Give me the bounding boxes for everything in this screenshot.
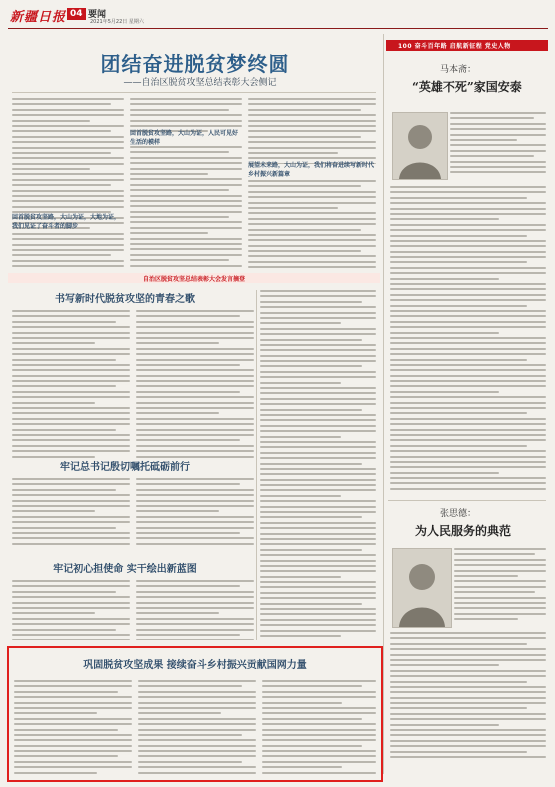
- article-3-col2: [136, 580, 254, 640]
- profile-2-intro: [454, 548, 546, 628]
- article-4-col3: [262, 680, 376, 776]
- column-divider: [256, 290, 257, 640]
- masthead: [8, 6, 548, 29]
- profile-1-portrait: [392, 112, 448, 180]
- lead-body-col1: [12, 98, 124, 268]
- article-2-col1: [12, 478, 130, 548]
- profile-2-name: 张思德：: [440, 509, 477, 519]
- lead-subhead-2: 回首脱贫攻坚路，大山为证，人民可见好生活的模样: [130, 130, 239, 146]
- section-name: 要闻: [88, 10, 107, 20]
- lead-headline[interactable]: 团结奋进脱贫梦终圆: [100, 52, 290, 76]
- article-3-col1: [12, 580, 130, 640]
- issue-date: 2021年5月22日 星期六: [90, 19, 144, 25]
- article-2-title[interactable]: 牢记总书记殷切嘱托砥砺前行: [60, 462, 190, 473]
- portrait-silhouette-icon: [393, 113, 447, 179]
- article-1-col2: [136, 310, 254, 460]
- profile-1-intro: [450, 112, 546, 182]
- article-4-title[interactable]: 巩固脱贫攻坚成果 接续奋斗乡村振兴贡献国网力量: [83, 660, 307, 671]
- article-1-title[interactable]: 书写新时代脱贫攻坚的青春之歌: [55, 294, 195, 305]
- profile-divider: [388, 500, 546, 501]
- profile-2-portrait: [392, 548, 452, 628]
- article-3-title[interactable]: 牢记初心担使命 实干绘出新蓝图: [53, 564, 197, 575]
- lead-subheadline: ——自治区脱贫攻坚总结表彰大会侧记: [123, 78, 277, 88]
- article-2-col2: [136, 478, 254, 548]
- profile-1-headline[interactable]: “英雄不死”家国安泰: [412, 80, 522, 94]
- banner-text: 自治区脱贫攻坚总结表彰大会发言摘登: [142, 276, 245, 283]
- page-number: 04: [67, 8, 86, 20]
- lead-body-col3b: [248, 180, 376, 268]
- speech-excerpts-banner: [8, 273, 380, 283]
- article-side-text: [260, 290, 376, 640]
- right-column-divider: [383, 34, 384, 774]
- party-history-header: [386, 40, 548, 51]
- party-history-header-text: 100 奋斗百年路 启航新征程 党史人物: [398, 43, 511, 50]
- newspaper-logo: 新疆日报: [10, 10, 67, 25]
- profile-2-headline[interactable]: 为人民服务的典范: [415, 524, 512, 538]
- article-4-col2: [138, 680, 256, 776]
- lead-body-col3: [248, 98, 376, 164]
- article-4-col1: [14, 680, 132, 776]
- profile-1-name: 马本斋：: [440, 65, 477, 75]
- lead-subhead-3: 展望未来路，大山为证，我们将奋进续写新时代乡村振兴新篇章: [248, 162, 375, 178]
- lead-subhead-1: 回首脱贫攻坚路，大山为证，大地为证，我们见证了奋斗者的脚步: [12, 214, 121, 230]
- divider: [12, 92, 376, 93]
- portrait-silhouette-icon: [393, 549, 451, 627]
- lead-body-col2b: [130, 146, 242, 268]
- profile-1-body: [390, 186, 546, 492]
- profile-2-body: [390, 632, 546, 766]
- article-1-col1: [12, 310, 130, 460]
